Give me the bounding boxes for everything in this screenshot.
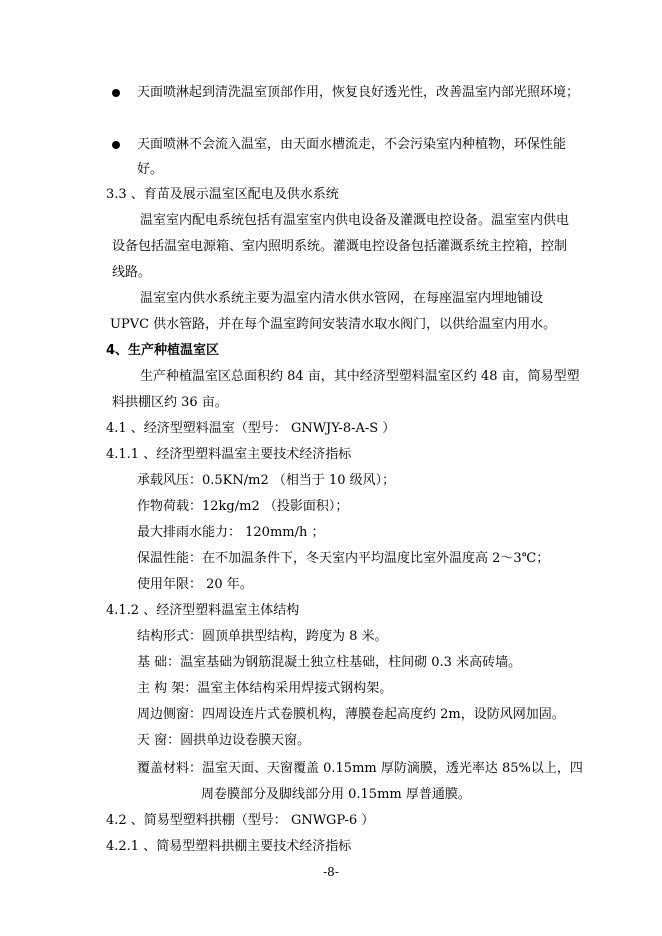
paragraph-line: 料拱棚区约 36 亩。 [112,395,228,410]
section-heading: 4.1 、经济型塑料温室（型号： GNWJY-8-A-S ） [106,421,396,436]
bullet-text-continuation: 好。 [137,162,164,177]
spec-line: 保温性能：在不加温条件下，冬天室内平均温度比室外温度高 2～3℃； [137,551,550,566]
paragraph-line: 温室室内供水系统主要为温室内清水供水管网，在每座温室内埋地铺设 [140,291,544,306]
paragraph-line: 线路。 [112,265,152,280]
bullet-text: 天面喷淋不会流入温室，由天面水槽流走，不会污染室内种植物，环保性能 [137,137,567,152]
paragraph-line: 温室室内配电系统包括有温室室内供电设备及灌溉电控设备。温室室内供电 [140,213,570,228]
structure-line-continuation: 周卷膜部分及脚线部分用 0.15mm 厚普通膜。 [201,787,471,802]
page-number: -8- [323,865,339,879]
structure-line: 周边侧窗：四周设连片式卷膜机构，薄膜卷起高度约 2m，设防风网加固。 [137,707,565,722]
structure-line: 覆盖材料：温室天面、天窗覆盖 0.15mm 厚防滴膜，透光率达 85%以上，四 [137,761,583,776]
bullet-text: 天面喷淋起到清洗温室顶部作用，恢复良好透光性，改善温室内部光照环境； [137,85,580,100]
bullet-dot [112,141,120,149]
section-heading-bold: 4、生产种植温室区 [106,343,220,358]
structure-line: 主 构 架：温室主体结构采用焊接式钢构架。 [137,681,393,696]
subsection-heading: 4.1.1 、经济型塑料温室主要技术经济指标 [106,447,352,462]
spec-line: 承载风压：0.5KN/m2 （相当于 10 级风）； [137,473,396,488]
bullet-dot [112,89,120,97]
spec-line: 作物荷载：12kg/m2 （投影面积）； [137,499,349,514]
subsection-heading: 4.1.2 、经济型塑料温室主体结构 [106,603,300,618]
paragraph-line: UPVC 供水管路，并在每个温室跨间安装清水取水阀门，以供给温室内用水。 [110,317,557,332]
paragraph-line: 生产种植温室区总面积约 84 亩，其中经济型塑料温室区约 48 亩，简易型塑 [140,369,580,384]
paragraph-line: 设备包括温室电源箱、室内照明系统。灌溉电控设备包括灌溉系统主控箱，控制 [112,239,568,254]
section-heading: 4.2 、简易型塑料拱棚（型号： GNWGP-6 ） [106,813,375,828]
structure-line: 天 窗：圆拱单边设卷膜天窗。 [137,733,311,748]
structure-line: 基 础：温室基础为钢筋混凝土独立柱基础，柱间砌 0.3 米高砖墙。 [137,655,522,670]
spec-line: 最大排雨水能力： 120mm/h ； [137,525,325,540]
section-heading: 3.3 、育苗及展示温室区配电及供水系统 [106,187,339,202]
subsection-heading: 4.2.1 、简易型塑料拱棚主要技术经济指标 [106,839,352,854]
structure-line: 结构形式：圆顶单拱型结构，跨度为 8 米。 [137,629,388,644]
spec-line: 使用年限： 20 年。 [137,577,253,592]
